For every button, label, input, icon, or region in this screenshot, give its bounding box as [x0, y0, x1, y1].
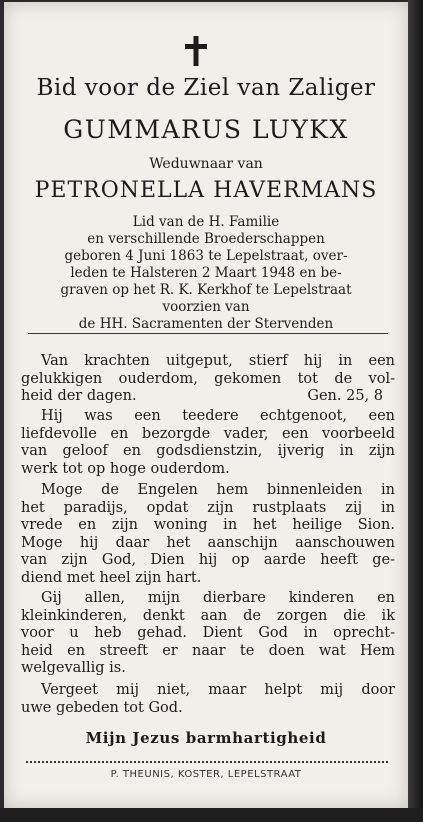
- deceased-name: GUMMARUS LUYKX: [63, 115, 349, 144]
- closing-prayer: Mijn Jezus barmhartigheid: [85, 729, 327, 747]
- printer-credit: P. THEUNIS, KOSTER, LEPELSTRAAT: [110, 769, 302, 780]
- divider: [28, 333, 388, 334]
- text-line: werk tot op hoge ouderdom.: [21, 460, 230, 477]
- paragraph-children: [21, 590, 395, 678]
- text-line: vrede en zijn woning in het heilige Sion.: [21, 517, 395, 534]
- text-line: Moge hij daar het aanschijn aanschouwen: [21, 534, 395, 551]
- text-line: welgevallig is.: [21, 660, 126, 677]
- text-line: liefdevolle en bezorgde vader, een voorbeeld: [21, 425, 395, 442]
- spouse-name: PETRONELLA HAVERMANS: [34, 178, 378, 203]
- text-line: diend met heel zijn hart.: [21, 569, 202, 586]
- dotted-divider: [26, 761, 388, 763]
- paragraph-death: [21, 353, 395, 406]
- text-line: uwe gebeden tot God.: [21, 699, 183, 716]
- background-edge-right: [408, 0, 423, 822]
- cross-icon: [185, 36, 207, 66]
- text-line: van geloof en godsdienstzin, ijverig in zijn: [21, 443, 395, 460]
- memorial-card: [4, 2, 408, 808]
- text-line: Moge de Engelen hem binnenleiden in: [41, 482, 395, 498]
- bio-line: en verschillende Broederschappen: [87, 231, 325, 247]
- text-line: heid en streeft er naar te doen wat Hem: [21, 642, 395, 659]
- text-line: heid der dagen.: [21, 388, 137, 405]
- bio-line: de HH. Sacramenten der Stervenden: [78, 316, 334, 332]
- paragraph-prayer-angels: [21, 482, 395, 588]
- text-line: voor u heb gehad. Dient God in oprecht-: [21, 625, 395, 642]
- bio-line: Lid van de H. Familie: [132, 214, 280, 230]
- invocation-heading: Bid voor de Ziel van Zaliger: [36, 75, 376, 101]
- relation-text: Weduwnaar van: [149, 156, 263, 172]
- text-line: Vergeet mij niet, maar helpt mij door: [41, 682, 395, 698]
- text-line: van zijn God, Dien hij op aarde heeft ge-: [21, 552, 395, 569]
- background-edge-bottom: [0, 808, 423, 822]
- scripture-reference: Gen. 25, 8: [307, 388, 383, 404]
- text-line: Hij was een teedere echtgenoot, een: [41, 408, 395, 424]
- paragraph-remember: [21, 682, 395, 717]
- text-line: Gij allen, mijn dierbare kinderen en: [41, 590, 395, 606]
- bio-line: leden te Halsteren 2 Maart 1948 en be-: [70, 265, 342, 281]
- bio-line: graven op het R. K. Kerkhof te Lepelstraat: [60, 282, 352, 298]
- text-line: gelukkigen ouderdom, gekomen tot de vol-: [21, 370, 395, 387]
- text-line: het paradijs, opdat zijn rustplaats zij in: [21, 499, 395, 516]
- bio-line: voorzien van: [162, 299, 250, 315]
- paragraph-virtues: [21, 408, 395, 478]
- bio-line: geboren 4 Juni 1863 te Lepelstraat, over-: [64, 248, 348, 264]
- text-line: kleinkinderen, denkt aan de zorgen die ik: [21, 607, 395, 624]
- text-line: Van krachten uitgeput, stierf hij in een: [41, 353, 395, 369]
